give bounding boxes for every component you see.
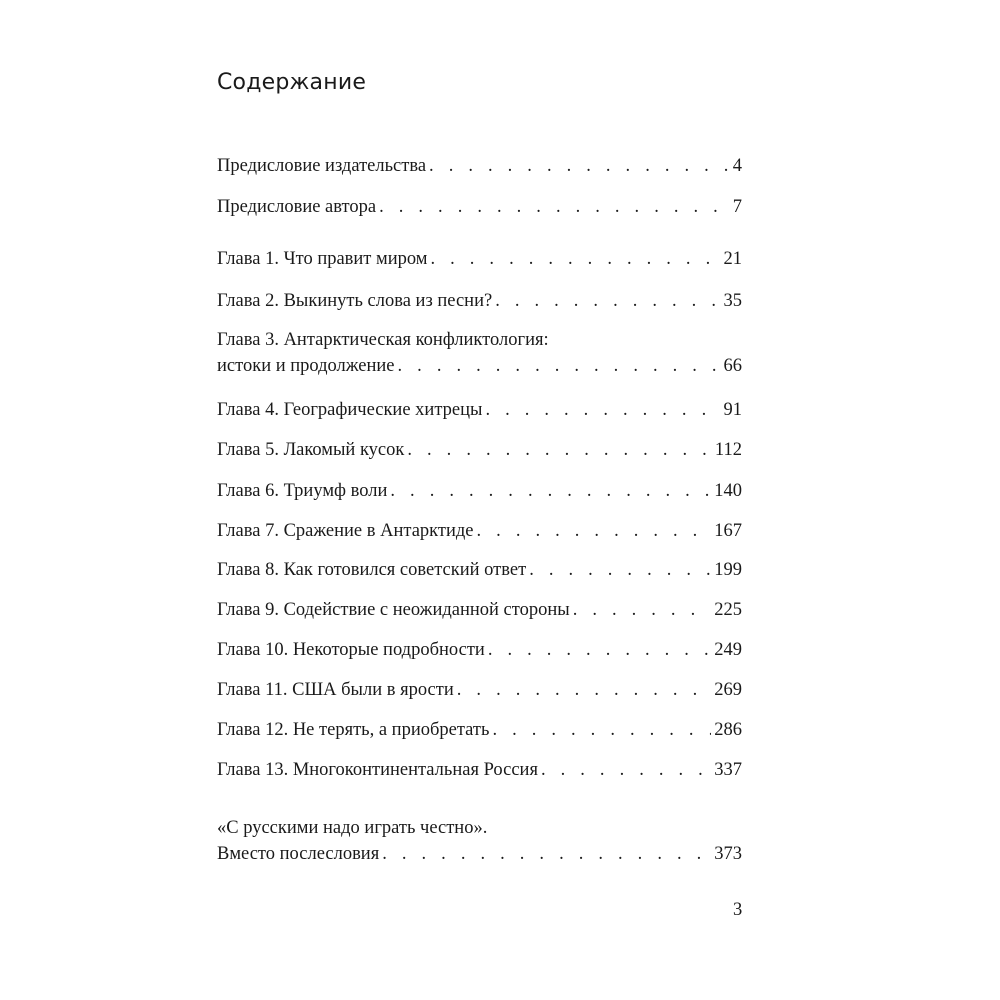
dot-leader [398,353,721,379]
toc-entry-title: Глава 8. Как готовился советский ответ [217,560,527,580]
toc-entry-title-line1: Глава 3. Антарктическая конфликтология: [217,330,549,350]
toc-entry-title-line1: «С русскими надо играть честно». [217,818,488,838]
toc-entry-title: Глава 1. Что правит миром [217,249,428,269]
toc-entry [217,246,742,272]
toc-entry-title: Предисловие издательства [217,156,427,176]
toc-entry-page: 21 [723,249,742,269]
toc-entry-title: Глава 7. Сражение в Антарктиде [217,521,474,541]
toc-entry [217,518,742,544]
toc-entry-page: 66 [723,356,742,376]
toc-entry-title: Глава 6. Триумф воли [217,481,388,501]
toc-entry-page: 91 [723,400,742,420]
dot-leader [382,841,711,867]
toc-entry [217,557,742,583]
toc-entry [217,677,742,703]
toc-entry [217,478,742,504]
toc-entry-title: Глава 13. Многоконтинентальная Россия [217,760,538,780]
toc-entry [217,437,742,463]
toc-entry [217,397,742,423]
toc-entry-page: 167 [714,521,742,541]
toc-entry-title: Глава 9. Содействие с неожиданной стороны [217,600,570,620]
dot-leader [477,518,712,544]
dot-leader [573,597,712,623]
dot-leader [529,557,711,583]
dot-leader [485,397,720,423]
dot-leader [379,194,730,220]
toc-entry-page: 269 [714,680,742,700]
toc-entry-title: Предисловие автора [217,197,377,217]
toc-entry [217,637,742,663]
page-number: 3 [733,900,743,920]
toc-entry-page: 199 [714,560,742,580]
dot-leader [488,637,711,663]
toc-entry-title: Глава 10. Некоторые подробности [217,640,485,660]
toc-entry-page: 373 [714,844,742,864]
toc-entry-page: 4 [732,156,742,176]
toc-entry [217,717,742,743]
toc-entry-page: 140 [714,481,742,501]
toc-entry-title: Глава 4. Географические хитрецы [217,400,483,420]
toc-entry [217,194,742,220]
toc-entry-page: 286 [714,720,742,740]
toc-entry [217,153,742,179]
toc-entry-title: Глава 2. Выкинуть слова из песни? [217,291,493,311]
toc-entry-page: 35 [723,291,742,311]
dot-leader [492,717,711,743]
dot-leader [429,153,730,179]
dot-leader [430,246,720,272]
dot-leader [457,677,711,703]
toc-entry-title: Глава 11. США были в ярости [217,680,454,700]
toc-entry-page: 112 [714,440,742,460]
toc-entry-page: 7 [732,197,742,217]
toc-entry [217,597,742,623]
toc-entry-title: Глава 12. Не терять, а приобретать [217,720,490,740]
dot-leader [541,757,711,783]
toc-entry-page: 225 [714,600,742,620]
toc-entry-title: истоки и продолжение [217,356,395,376]
dot-leader [495,288,720,314]
toc-entry-page: 249 [714,640,742,660]
toc-entry-title: Вместо послесловия [217,844,380,864]
toc-entry [217,288,742,314]
page-title: Содержание [217,70,367,95]
dot-leader [407,437,712,463]
toc-entry-title: Глава 5. Лакомый кусок [217,440,405,460]
toc-entry-page: 337 [714,760,742,780]
toc-entry [217,815,742,867]
toc-entry [217,757,742,783]
toc-entry [217,327,742,379]
dot-leader [390,478,711,504]
